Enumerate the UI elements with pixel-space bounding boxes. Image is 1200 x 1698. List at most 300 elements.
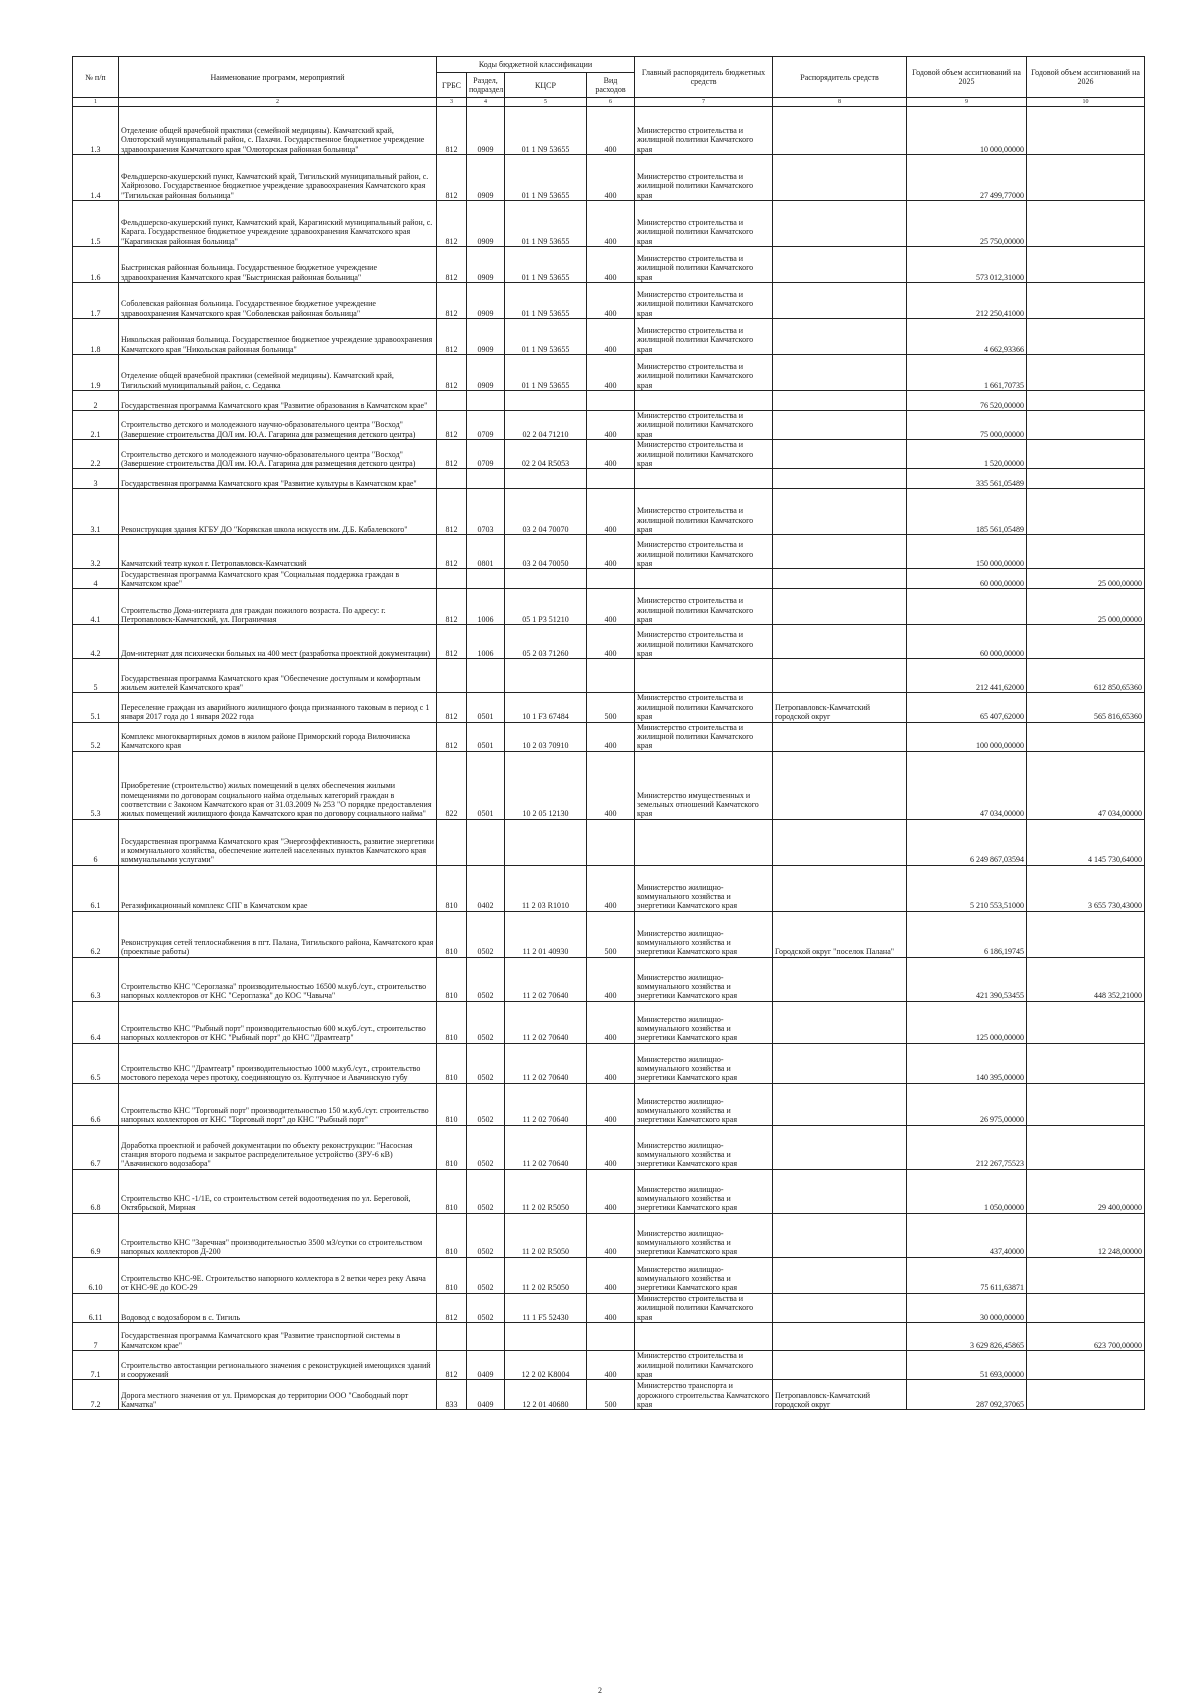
table-cell-distributor — [773, 535, 907, 569]
table-cell-vid: 400 — [587, 722, 635, 751]
table-cell-main-distributor: Министерство жилищно-коммунального хозяйства и энергетики Камчатского края — [635, 1043, 773, 1083]
table-cell-razdel: 1006 — [467, 625, 505, 659]
table-cell-distributor — [773, 319, 907, 355]
table-cell-distributor — [773, 722, 907, 751]
column-number: 9 — [907, 98, 1027, 107]
table-cell-vol-2025: 60 000,00000 — [907, 625, 1027, 659]
table-cell-kcsr: 01 1 N9 53655 — [505, 107, 587, 155]
table-cell-grbs: 810 — [437, 1213, 467, 1257]
table-cell-main-distributor: Министерство строительства и жилищной политики Камчатского края — [635, 155, 773, 201]
table-cell-main-distributor: Министерство жилищно-коммунального хозяйства и энергетики Камчатского края — [635, 911, 773, 957]
table-cell-razdel: 0502 — [467, 1043, 505, 1083]
table-cell-vol-2026: 47 034,00000 — [1027, 751, 1145, 819]
table-cell-grbs: 810 — [437, 1001, 467, 1043]
table-cell-distributor — [773, 569, 907, 589]
table-cell-kcsr: 11 2 02 70640 — [505, 1043, 587, 1083]
table-cell-vol-2026 — [1027, 489, 1145, 535]
table-cell-distributor — [773, 411, 907, 440]
table-cell-vol-2025: 4 662,93366 — [907, 319, 1027, 355]
table-cell-vid: 400 — [587, 319, 635, 355]
table-cell-name: Дом-интернат для психически больных на 400 мест (разработка проектной документации) — [119, 625, 437, 659]
table-row — [73, 283, 1145, 319]
table-cell-vol-2025: 75 000,00000 — [907, 411, 1027, 440]
table-cell-kcsr: 10 2 05 12130 — [505, 751, 587, 819]
table-cell-vol-2025: 30 000,00000 — [907, 1293, 1027, 1322]
table-cell-vid: 400 — [587, 1351, 635, 1380]
table-cell-num: 6.9 — [73, 1213, 119, 1257]
table-cell-vol-2026 — [1027, 201, 1145, 247]
table-cell-kcsr: 12 2 02 K8004 — [505, 1351, 587, 1380]
table-cell-vol-2026: 12 248,00000 — [1027, 1213, 1145, 1257]
table-cell-grbs — [437, 569, 467, 589]
table-cell-main-distributor: Министерство строительства и жилищной политики Камчатского края — [635, 722, 773, 751]
table-row — [73, 1083, 1145, 1125]
column-number: 6 — [587, 98, 635, 107]
table-cell-num: 6.10 — [73, 1257, 119, 1293]
header-razdel: Раздел, подраздел — [467, 73, 505, 98]
table-row — [73, 625, 1145, 659]
table-cell-vol-2025: 75 611,63871 — [907, 1257, 1027, 1293]
table-cell-vid: 400 — [587, 155, 635, 201]
table-cell-kcsr: 10 1 F3 67484 — [505, 693, 587, 722]
table-cell-vid — [587, 469, 635, 489]
table-cell-razdel: 0709 — [467, 411, 505, 440]
table-cell-name: Фельдшерско-акушерский пункт, Камчатский край, Тигильский муниципальный район, с. Хайрюзово. Государственное бюджетное учреждение здравоохранения Камчатского края "Тигильская районная больница" — [119, 155, 437, 201]
table-cell-grbs — [437, 469, 467, 489]
table-cell-grbs: 812 — [437, 625, 467, 659]
table-cell-grbs: 812 — [437, 283, 467, 319]
table-cell-main-distributor — [635, 469, 773, 489]
table-cell-vol-2025: 65 407,62000 — [907, 693, 1027, 722]
table-cell-vol-2026: 623 700,00000 — [1027, 1323, 1145, 1351]
table-cell-name: Строительство детского и молодежного научно-образовательного центра "Восход" (Завершение строительства ДОЛ им. Ю.А. Гагарина для размещения детского центра) — [119, 411, 437, 440]
table-cell-vol-2025: 100 000,00000 — [907, 722, 1027, 751]
column-number: 8 — [773, 98, 907, 107]
table-row — [73, 1293, 1145, 1322]
table-cell-kcsr: 01 1 N9 53655 — [505, 201, 587, 247]
table-cell-num: 7 — [73, 1323, 119, 1351]
table-cell-name: Реконструкция сетей теплоснабжения в пгт. Палана, Тигильского района, Камчатского края (проектные работы) — [119, 911, 437, 957]
table-cell-vol-2026: 4 145 730,64000 — [1027, 819, 1145, 865]
table-row — [73, 391, 1145, 411]
table-cell-name: Соболевская районная больница. Государственное бюджетное учреждение здравоохранения Камчатского края "Соболевская районная больница" — [119, 283, 437, 319]
table-cell-distributor — [773, 1323, 907, 1351]
table-cell-grbs: 812 — [437, 722, 467, 751]
table-cell-razdel: 0801 — [467, 535, 505, 569]
table-row — [73, 911, 1145, 957]
table-cell-name: Строительство КНС "Торговый порт" производительностью 150 м.куб./сут. строительство напорных коллекторов от КНС "Торговый порт" до КНС "Рыбный порт" — [119, 1083, 437, 1125]
column-number: 5 — [505, 98, 587, 107]
table-cell-vid: 500 — [587, 911, 635, 957]
table-cell-main-distributor: Министерство строительства и жилищной политики Камчатского края — [635, 625, 773, 659]
table-cell-vol-2026: 29 400,00000 — [1027, 1169, 1145, 1213]
column-number: 10 — [1027, 98, 1145, 107]
table-cell-distributor: Петропавловск-Камчатский городской округ — [773, 1380, 907, 1410]
table-cell-num: 7.2 — [73, 1380, 119, 1410]
table-cell-grbs — [437, 391, 467, 411]
table-cell-vid: 400 — [587, 247, 635, 283]
table-row — [73, 355, 1145, 391]
table-row — [73, 411, 1145, 440]
table-cell-vid — [587, 659, 635, 693]
table-cell-main-distributor: Министерство строительства и жилищной политики Камчатского края — [635, 440, 773, 469]
table-cell-vol-2025 — [907, 589, 1027, 625]
table-row — [73, 1169, 1145, 1213]
page-number: 2 — [598, 1686, 602, 1695]
table-cell-name: Строительство детского и молодежного научно-образовательного центра "Восход" (Завершение строительства ДОЛ им. Ю.А. Гагарина для размещения детского центра) — [119, 440, 437, 469]
table-cell-name: Строительство Дома-интерната для граждан пожилого возраста. По адресу: г. Петропавловск-Камчатский, ул. Пограничная — [119, 589, 437, 625]
table-cell-razdel: 0502 — [467, 1125, 505, 1169]
table-cell-grbs: 810 — [437, 911, 467, 957]
table-cell-main-distributor: Министерство строительства и жилищной политики Камчатского края — [635, 1293, 773, 1322]
table-row — [73, 659, 1145, 693]
table-cell-num: 2.1 — [73, 411, 119, 440]
table-cell-num: 3 — [73, 469, 119, 489]
table-cell-vol-2026: 25 000,00000 — [1027, 589, 1145, 625]
table-row — [73, 469, 1145, 489]
table-cell-kcsr: 11 2 02 70640 — [505, 1083, 587, 1125]
table-cell-kcsr: 01 1 N9 53655 — [505, 319, 587, 355]
table-cell-name: Доработка проектной и рабочей документации по объекту реконструкции: "Насосная станция второго подъема и закрытое распределительное устройство (ЗРУ-6 кВ) "Авачинского водозабора" — [119, 1125, 437, 1169]
table-cell-kcsr: 02 2 04 R5053 — [505, 440, 587, 469]
table-cell-name: Отделение общей врачебной практики (семейной медицины). Камчатский край, Олюторский муниципальный район, с. Пахачи. Государственное бюджетное учреждение здравоохранения Камчатского края "Олюторская районная больница" — [119, 107, 437, 155]
table-cell-kcsr: 02 2 04 71210 — [505, 411, 587, 440]
table-cell-distributor — [773, 625, 907, 659]
table-cell-vid: 400 — [587, 625, 635, 659]
table-cell-main-distributor: Министерство строительства и жилищной политики Камчатского края — [635, 693, 773, 722]
table-cell-vol-2026 — [1027, 411, 1145, 440]
table-cell-num: 1.6 — [73, 247, 119, 283]
table-cell-name: Государственная программа Камчатского края "Развитие культуры в Камчатском крае" — [119, 469, 437, 489]
table-cell-name: Приобретение (строительство) жилых помещений в целях обеспечения жилыми помещениями по договорам социального найма отдельных категорий граждан в соответствии с Законом Камчатского края от 31.03.2009 № 253 "О порядке предоставления жилых помещений жилищного фонда Камчатского края по договору социального найма" — [119, 751, 437, 819]
table-cell-vid — [587, 569, 635, 589]
table-row — [73, 589, 1145, 625]
table-cell-name: Строительство КНС -1/1Е, со строительством сетей водоотведения по ул. Береговой, Октябрьской, Мирная — [119, 1169, 437, 1213]
table-cell-distributor — [773, 865, 907, 911]
table-cell-grbs: 810 — [437, 1043, 467, 1083]
table-row — [73, 865, 1145, 911]
table-cell-num: 4 — [73, 569, 119, 589]
table-cell-vol-2026 — [1027, 911, 1145, 957]
table-cell-name: Дорога местного значения от ул. Приморская до территории ООО "Свободный порт Камчатка" — [119, 1380, 437, 1410]
table-cell-num: 6.11 — [73, 1293, 119, 1322]
table-cell-num: 2 — [73, 391, 119, 411]
table-cell-main-distributor: Министерство имущественных и земельных отношений Камчатского края — [635, 751, 773, 819]
table-cell-grbs: 812 — [437, 155, 467, 201]
table-cell-vol-2026 — [1027, 1083, 1145, 1125]
table-cell-name: Государственная программа Камчатского края "Развитие транспортной системы в Камчатском крае" — [119, 1323, 437, 1351]
table-cell-main-distributor: Министерство жилищно-коммунального хозяйства и энергетики Камчатского края — [635, 1001, 773, 1043]
header-codes-group: Коды бюджетной классификации — [437, 57, 635, 73]
table-cell-vol-2026 — [1027, 283, 1145, 319]
table-cell-razdel — [467, 391, 505, 411]
table-cell-distributor — [773, 201, 907, 247]
table-cell-vol-2025: 1 520,00000 — [907, 440, 1027, 469]
table-cell-vol-2026: 25 000,00000 — [1027, 569, 1145, 589]
table-cell-grbs: 812 — [437, 693, 467, 722]
table-cell-razdel: 1006 — [467, 589, 505, 625]
table-cell-vol-2025: 437,40000 — [907, 1213, 1027, 1257]
table-cell-num: 6.1 — [73, 865, 119, 911]
table-cell-num: 6.3 — [73, 957, 119, 1001]
table-cell-vol-2025: 25 750,00000 — [907, 201, 1027, 247]
table-cell-razdel: 0909 — [467, 201, 505, 247]
table-row — [73, 107, 1145, 155]
table-cell-distributor — [773, 1043, 907, 1083]
header-num: № п/п — [73, 57, 119, 98]
table-cell-razdel: 0909 — [467, 107, 505, 155]
table-cell-name: Государственная программа Камчатского края "Развитие образования в Камчатском крае" — [119, 391, 437, 411]
table-cell-razdel: 0502 — [467, 1001, 505, 1043]
table-cell-vol-2026 — [1027, 247, 1145, 283]
table-cell-vid: 400 — [587, 489, 635, 535]
table-cell-vol-2026 — [1027, 107, 1145, 155]
table-cell-vid — [587, 1323, 635, 1351]
table-cell-distributor — [773, 355, 907, 391]
table-cell-vol-2026 — [1027, 391, 1145, 411]
table-row — [73, 751, 1145, 819]
table-cell-main-distributor: Министерство жилищно-коммунального хозяйства и энергетики Камчатского края — [635, 1169, 773, 1213]
table-row — [73, 722, 1145, 751]
header-name: Наименование программ, мероприятий — [119, 57, 437, 98]
table-cell-kcsr: 01 1 N9 53655 — [505, 247, 587, 283]
table-cell-kcsr: 11 2 02 70640 — [505, 957, 587, 1001]
table-cell-vid: 400 — [587, 535, 635, 569]
column-number: 1 — [73, 98, 119, 107]
table-row — [73, 1257, 1145, 1293]
table-cell-vol-2025: 6 249 867,03594 — [907, 819, 1027, 865]
table-cell-grbs — [437, 1323, 467, 1351]
table-cell-vol-2026 — [1027, 625, 1145, 659]
table-cell-distributor — [773, 819, 907, 865]
budget-sheet — [72, 56, 1144, 1410]
table-cell-kcsr: 11 2 02 70640 — [505, 1001, 587, 1043]
table-cell-vol-2026 — [1027, 1351, 1145, 1380]
table-cell-grbs: 812 — [437, 1351, 467, 1380]
table-cell-grbs: 810 — [437, 1257, 467, 1293]
table-cell-vol-2026: 565 816,65360 — [1027, 693, 1145, 722]
table-cell-vid: 400 — [587, 1125, 635, 1169]
table-cell-razdel: 0909 — [467, 283, 505, 319]
table-cell-vid: 400 — [587, 1257, 635, 1293]
table-cell-main-distributor: Министерство строительства и жилищной политики Камчатского края — [635, 201, 773, 247]
table-cell-vol-2025: 51 693,00000 — [907, 1351, 1027, 1380]
table-cell-main-distributor: Министерство жилищно-коммунального хозяйства и энергетики Камчатского края — [635, 1083, 773, 1125]
table-cell-vol-2025: 76 520,00000 — [907, 391, 1027, 411]
table-cell-grbs: 812 — [437, 355, 467, 391]
table-cell-main-distributor: Министерство строительства и жилищной политики Камчатского края — [635, 589, 773, 625]
table-cell-name: Государственная программа Камчатского края "Энергоэффективность, развитие энергетики и коммунального хозяйства, обеспечение жителей населенных пунктов Камчатского края коммунальными услугами" — [119, 819, 437, 865]
table-cell-name: Строительство КНС "Рыбный порт" производительностью 600 м.куб./сут., строительство напорных коллекторов от КНС "Рыбный порт" до КНС "Драмтеатр" — [119, 1001, 437, 1043]
table-cell-razdel — [467, 1323, 505, 1351]
table-cell-razdel: 0703 — [467, 489, 505, 535]
table-cell-distributor — [773, 247, 907, 283]
table-cell-razdel: 0909 — [467, 155, 505, 201]
table-cell-vol-2025: 212 441,62000 — [907, 659, 1027, 693]
table-cell-vid: 400 — [587, 1083, 635, 1125]
table-cell-grbs: 812 — [437, 247, 467, 283]
table-cell-razdel — [467, 819, 505, 865]
table-cell-num: 6.8 — [73, 1169, 119, 1213]
table-cell-main-distributor: Министерство жилищно-коммунального хозяйства и энергетики Камчатского края — [635, 1213, 773, 1257]
table-cell-kcsr: 01 1 N9 53655 — [505, 283, 587, 319]
header-row-1 — [73, 57, 1145, 73]
table-cell-vol-2025: 140 395,00000 — [907, 1043, 1027, 1083]
table-cell-grbs: 812 — [437, 411, 467, 440]
table-cell-vol-2025: 26 975,00000 — [907, 1083, 1027, 1125]
column-number: 4 — [467, 98, 505, 107]
table-cell-name: Строительство КНС "Драмтеатр" производительностью 1000 м.куб./сут., строительство мостового перехода через протоку, соединяющую оз. Култучное и Авачинскую губу — [119, 1043, 437, 1083]
header-kcsr: КЦСР — [505, 73, 587, 98]
header-vol-2026: Годовой объем ассигнований на 2026 — [1027, 57, 1145, 98]
table-cell-main-distributor: Министерство жилищно-коммунального хозяйства и энергетики Камчатского края — [635, 1257, 773, 1293]
table-cell-vol-2025: 1 661,70735 — [907, 355, 1027, 391]
table-cell-name: Переселение граждан из аварийного жилищного фонда признанного таковым в период с 1 января 2017 года до 1 января 2022 года — [119, 693, 437, 722]
table-row — [73, 1001, 1145, 1043]
table-cell-grbs: 812 — [437, 107, 467, 155]
table-cell-name: Камчатский театр кукол г. Петропавловск-Камчатский — [119, 535, 437, 569]
table-cell-main-distributor: Министерство строительства и жилищной политики Камчатского края — [635, 283, 773, 319]
table-cell-name: Государственная программа Камчатского края "Социальная поддержка граждан в Камчатском крае" — [119, 569, 437, 589]
table-cell-num: 6 — [73, 819, 119, 865]
table-cell-grbs: 812 — [437, 589, 467, 625]
header-main-distributor: Главный распорядитель бюджетных средств — [635, 57, 773, 98]
table-cell-distributor — [773, 1351, 907, 1380]
table-cell-razdel — [467, 469, 505, 489]
table-cell-razdel: 0502 — [467, 1213, 505, 1257]
table-cell-grbs — [437, 819, 467, 865]
table-cell-kcsr — [505, 819, 587, 865]
table-cell-main-distributor — [635, 391, 773, 411]
table-cell-num: 5.2 — [73, 722, 119, 751]
table-cell-razdel: 0709 — [467, 440, 505, 469]
table-cell-name: Фельдшерско-акушерский пункт, Камчатский край, Карагинский муниципальный район, с. Карага. Государственное бюджетное учреждение здравоохранения Камчатского края "Карагинская районная больница" — [119, 201, 437, 247]
table-cell-distributor — [773, 391, 907, 411]
table-cell-num: 6.4 — [73, 1001, 119, 1043]
table-cell-num: 5.1 — [73, 693, 119, 722]
table-cell-vol-2025: 3 629 826,45865 — [907, 1323, 1027, 1351]
table-cell-name: Строительство КНС-9Е. Строительство напорного коллектора в 2 ветки через реку Авача от КНС-9Е до КОС-29 — [119, 1257, 437, 1293]
header-vol-2025: Годовой объем ассигнований на 2025 — [907, 57, 1027, 98]
table-cell-kcsr: 11 2 02 R5050 — [505, 1169, 587, 1213]
table-cell-grbs: 812 — [437, 319, 467, 355]
table-cell-kcsr: 05 2 03 71260 — [505, 625, 587, 659]
table-cell-main-distributor — [635, 1323, 773, 1351]
table-cell-razdel: 0502 — [467, 1293, 505, 1322]
table-cell-distributor — [773, 1257, 907, 1293]
table-cell-distributor — [773, 1125, 907, 1169]
table-cell-kcsr: 12 2 01 40680 — [505, 1380, 587, 1410]
table-row — [73, 155, 1145, 201]
table-cell-vol-2025: 335 561,05489 — [907, 469, 1027, 489]
table-cell-vol-2026: 3 655 730,43000 — [1027, 865, 1145, 911]
table-cell-kcsr: 05 1 P3 51210 — [505, 589, 587, 625]
table-cell-grbs: 822 — [437, 751, 467, 819]
column-number: 3 — [437, 98, 467, 107]
table-cell-distributor: Городской округ "поселок Палана" — [773, 911, 907, 957]
table-cell-razdel: 0501 — [467, 693, 505, 722]
table-cell-num: 1.5 — [73, 201, 119, 247]
table-row — [73, 319, 1145, 355]
table-cell-vid: 500 — [587, 693, 635, 722]
table-cell-distributor — [773, 107, 907, 155]
table-cell-razdel: 0909 — [467, 319, 505, 355]
table-cell-kcsr — [505, 659, 587, 693]
table-row — [73, 489, 1145, 535]
table-cell-vid: 400 — [587, 1043, 635, 1083]
table-cell-grbs: 812 — [437, 440, 467, 469]
table-cell-vid: 400 — [587, 957, 635, 1001]
table-cell-vol-2026 — [1027, 355, 1145, 391]
table-cell-vid: 400 — [587, 751, 635, 819]
table-cell-distributor — [773, 1001, 907, 1043]
table-cell-vol-2026 — [1027, 1125, 1145, 1169]
table-cell-distributor — [773, 751, 907, 819]
table-cell-vol-2026 — [1027, 722, 1145, 751]
table-cell-vol-2025: 47 034,00000 — [907, 751, 1027, 819]
table-cell-main-distributor: Министерство транспорта и дорожного строительства Камчатского края — [635, 1380, 773, 1410]
table-cell-distributor — [773, 589, 907, 625]
table-cell-vol-2025: 150 000,00000 — [907, 535, 1027, 569]
table-row — [73, 440, 1145, 469]
table-cell-main-distributor: Министерство жилищно-коммунального хозяйства и энергетики Камчатского края — [635, 1125, 773, 1169]
table-cell-distributor — [773, 659, 907, 693]
table-row — [73, 1213, 1145, 1257]
table-cell-kcsr — [505, 569, 587, 589]
table-cell-razdel: 0502 — [467, 957, 505, 1001]
table-cell-vol-2025: 60 000,00000 — [907, 569, 1027, 589]
table-cell-vol-2026 — [1027, 1257, 1145, 1293]
budget-table — [72, 56, 1145, 1410]
table-row — [73, 535, 1145, 569]
table-cell-distributor — [773, 957, 907, 1001]
table-cell-vol-2026 — [1027, 1380, 1145, 1410]
table-cell-num: 6.2 — [73, 911, 119, 957]
table-row — [73, 1043, 1145, 1083]
header-grbs: ГРБС — [437, 73, 467, 98]
table-cell-vid: 400 — [587, 355, 635, 391]
table-cell-main-distributor: Министерство строительства и жилищной политики Камчатского края — [635, 535, 773, 569]
table-cell-main-distributor: Министерство строительства и жилищной политики Камчатского края — [635, 411, 773, 440]
table-cell-vol-2025: 287 092,37065 — [907, 1380, 1027, 1410]
table-cell-vol-2026 — [1027, 1293, 1145, 1322]
table-cell-vid: 400 — [587, 1213, 635, 1257]
table-cell-distributor — [773, 283, 907, 319]
table-cell-name: Регазификационный комплекс СПГ в Камчатском крае — [119, 865, 437, 911]
table-cell-vol-2026 — [1027, 1001, 1145, 1043]
table-cell-vid: 400 — [587, 440, 635, 469]
table-cell-razdel: 0409 — [467, 1380, 505, 1410]
table-cell-grbs: 810 — [437, 865, 467, 911]
table-cell-vid: 400 — [587, 1293, 635, 1322]
table-row — [73, 819, 1145, 865]
table-cell-main-distributor: Министерство строительства и жилищной политики Камчатского края — [635, 1351, 773, 1380]
table-cell-num: 3.2 — [73, 535, 119, 569]
table-cell-num: 1.8 — [73, 319, 119, 355]
table-cell-name: Государственная программа Камчатского края "Обеспечение доступным и комфортным жильем жителей Камчатского края" — [119, 659, 437, 693]
table-cell-razdel: 0502 — [467, 1257, 505, 1293]
table-cell-name: Водовод с водозабором в с. Тигиль — [119, 1293, 437, 1322]
table-cell-num: 5 — [73, 659, 119, 693]
table-cell-grbs: 810 — [437, 1169, 467, 1213]
table-cell-name: Комплекс многоквартирных домов в жилом районе Приморский города Вилючинска Камчатского края — [119, 722, 437, 751]
table-cell-razdel — [467, 659, 505, 693]
table-cell-distributor — [773, 440, 907, 469]
table-cell-num: 1.7 — [73, 283, 119, 319]
table-cell-vol-2025: 5 210 553,51000 — [907, 865, 1027, 911]
table-cell-vol-2025: 421 390,53455 — [907, 957, 1027, 1001]
table-cell-vol-2025: 27 499,77000 — [907, 155, 1027, 201]
